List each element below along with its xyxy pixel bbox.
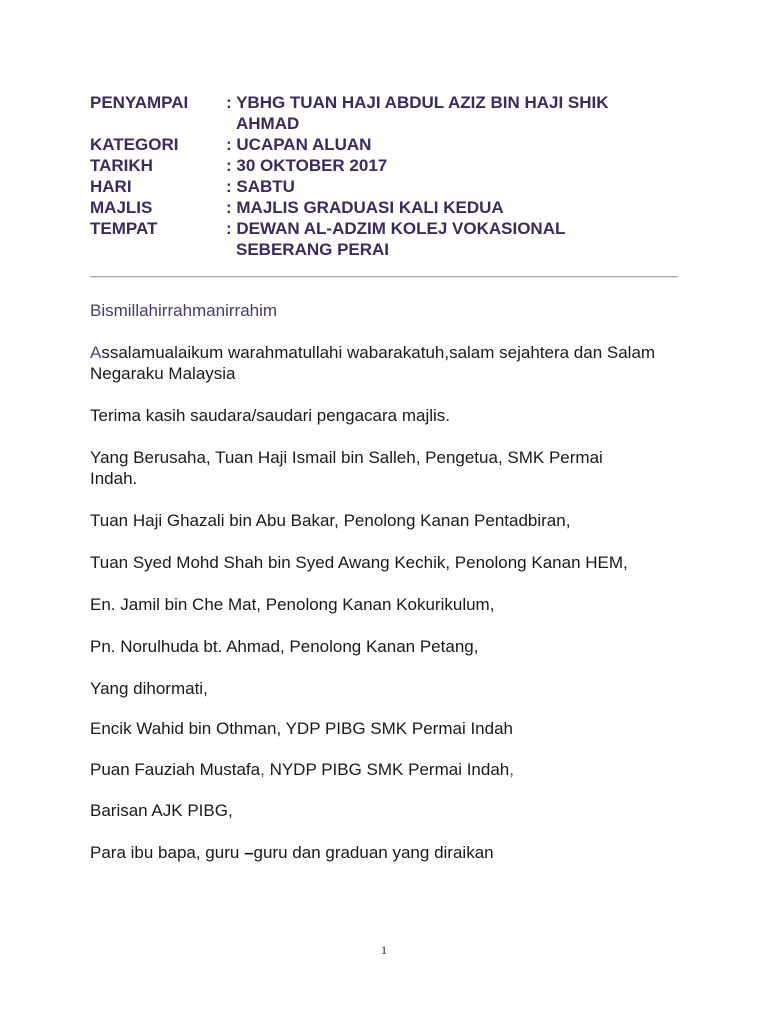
header-value-continuation: AHMAD bbox=[236, 114, 300, 133]
header-value bbox=[226, 92, 696, 134]
header-row-majlis bbox=[90, 197, 696, 218]
header-label: PENYAMPAI bbox=[90, 93, 189, 112]
greeting-petang: Pn. Norulhuda bt. Ahmad, Penolong Kanan Petang, bbox=[90, 637, 479, 656]
header-row-tarikh bbox=[90, 155, 696, 176]
nydp-name: Puan Fauziah Mustafa bbox=[90, 760, 261, 779]
greeting-ydp: Encik Wahid bin Othman, YDP PIBG SMK Permai Indah bbox=[90, 719, 513, 738]
parents-text-b: guru dan graduan yang diraikan bbox=[253, 843, 494, 862]
header-divider bbox=[90, 276, 678, 278]
salam-paragraph bbox=[90, 342, 690, 384]
header-value: : UCAPAN ALUAN bbox=[226, 135, 372, 154]
greeting-principal bbox=[90, 447, 690, 489]
header-label: MAJLIS bbox=[90, 198, 153, 217]
nydp-end: , bbox=[509, 760, 514, 779]
page-number: 1 bbox=[381, 943, 387, 957]
salam-text-line2: Negaraku Malaysia bbox=[90, 364, 236, 383]
header-row-hari bbox=[90, 176, 696, 197]
greeting-admin: Tuan Haji Ghazali bin Abu Bakar, Penolong Kanan Pentadbiran, bbox=[90, 511, 571, 530]
parents-text-a: Para ibu bapa, guru bbox=[90, 843, 245, 862]
header-label: TARIKH bbox=[90, 156, 153, 175]
header-label: TEMPAT bbox=[90, 219, 158, 238]
header-value: : SABTU bbox=[226, 177, 295, 196]
nydp-comma: , bbox=[260, 760, 265, 779]
header-row-penyampai bbox=[90, 92, 696, 134]
salam-text: ssalamualaikum warahmatullahi wabarakatuh,salam sejahtera dan Salam bbox=[101, 343, 656, 362]
bismillah-line: Bismillahirrahmanirrahim bbox=[90, 301, 278, 320]
header-row-tempat bbox=[90, 218, 696, 260]
header-value bbox=[226, 218, 696, 260]
header-value-line: : YBHG TUAN HAJI ABDUL AZIZ BIN HAJI SHIK bbox=[226, 93, 609, 112]
header-label: HARI bbox=[90, 177, 132, 196]
header-value: : 30 OKTOBER 2017 bbox=[226, 156, 388, 175]
speech-body bbox=[90, 300, 690, 863]
header-value-continuation: SEBERANG PERAI bbox=[236, 240, 390, 259]
salam-initial: A bbox=[90, 343, 102, 362]
greeting-hem: Tuan Syed Mohd Shah bin Syed Awang Kechik, Penolong Kanan HEM, bbox=[90, 553, 628, 572]
header-value-line: : DEWAN AL-ADZIM KOLEJ VOKASIONAL bbox=[226, 219, 566, 238]
greeting-principal-line2: Indah. bbox=[90, 469, 138, 488]
speech-header bbox=[90, 92, 696, 260]
greeting-parents bbox=[90, 842, 690, 863]
header-value: : MAJLIS GRADUASI KALI KEDUA bbox=[226, 198, 504, 217]
thanks-paragraph: Terima kasih saudara/saudari pengacara majlis. bbox=[90, 406, 451, 425]
parents-dash: – bbox=[244, 843, 254, 862]
respected-line: Yang dihormati, bbox=[90, 679, 208, 698]
header-label: KATEGORI bbox=[90, 135, 179, 154]
greeting-kokurikulum: En. Jamil bin Che Mat, Penolong Kanan Kokurikulum, bbox=[90, 595, 495, 614]
greeting-principal-line1: Yang Berusaha, Tuan Haji Ismail bin Salleh, Pengetua, SMK Permai bbox=[90, 448, 603, 467]
greeting-ajk: Barisan AJK PIBG, bbox=[90, 801, 233, 820]
greeting-nydp bbox=[90, 759, 690, 780]
nydp-title: NYDP PIBG SMK Permai Indah bbox=[264, 760, 510, 779]
header-row-kategori bbox=[90, 134, 696, 155]
